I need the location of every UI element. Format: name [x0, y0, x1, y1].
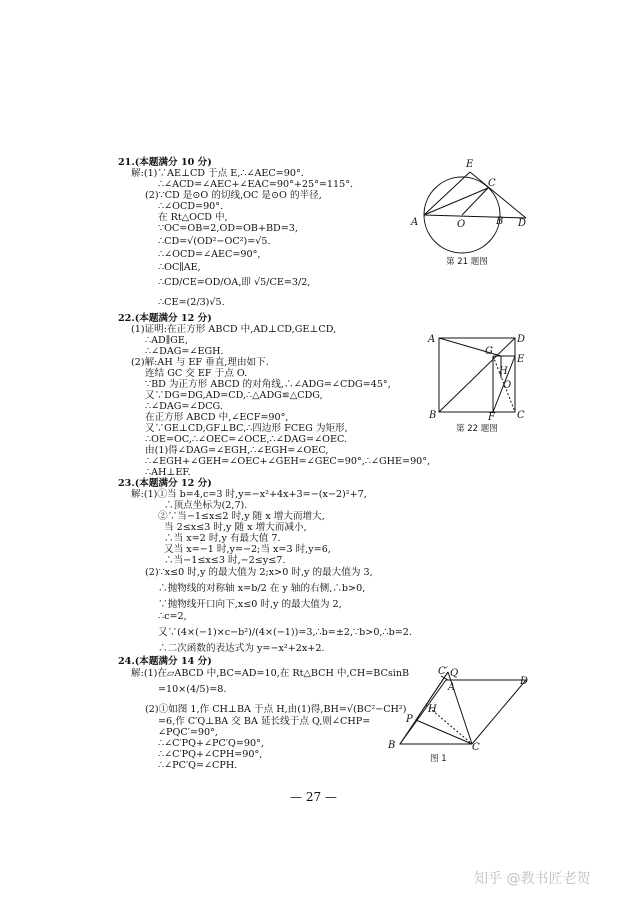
q22-line-2: ∴AD∥GE, [145, 335, 188, 346]
page-number: — 27 — [290, 790, 337, 804]
q24-label-D: D [520, 676, 529, 687]
q21-line-4: ∴∠OCD=90°. [158, 201, 224, 212]
q22-label-B: B [429, 410, 437, 420]
q21-line-8: ∴∠OCD=∠AEC=90°, [158, 249, 261, 260]
q21-label-B: B [496, 216, 504, 227]
q24-header: 24.(本题满分 14 分) [118, 656, 212, 667]
watermark: 知乎 @教书匠老贺 [474, 871, 591, 887]
q22-label-O: O [503, 380, 512, 391]
q21-line-7: ∴CD=√(OD²−OC²)=√5. [158, 236, 271, 247]
q23-line-11: ∴c=2, [158, 611, 187, 622]
q22-line-5: 连结 GC 交 EF 于点 O. [145, 368, 248, 379]
q24-line-2: =10×(4/5)=8. [158, 684, 227, 695]
q22-line-11: ∴OE=OC,∴∠OEC=∠OCE,∴∠DAG=∠OEC. [145, 434, 348, 445]
q24-figure-caption: 图 1 [430, 754, 447, 764]
q21-figure [408, 155, 533, 255]
q22-line-1: (1)证明:在正方形 ABCD 中,AD⊥CD,GE⊥CD, [131, 324, 337, 335]
q22-label-H: H [499, 366, 508, 377]
q24-label-B: B [388, 740, 396, 751]
q23-line-9: ∴抛物线的对称轴 x=b/2 在 y 轴的右侧,∴b>0, [158, 583, 366, 594]
q24-label-C-prime: C′ [438, 666, 448, 677]
q24-label-A: A [448, 682, 456, 693]
q21-line-2: ∴∠ACD=∠AEC+∠EAC=90°+25°=115°. [158, 179, 354, 190]
q22-line-6: ∵BD 为正方形 ABCD 的对角线,∴∠ADG=∠CDG=45°, [145, 379, 391, 390]
q21-figure-caption: 第 21 题图 [446, 257, 488, 267]
q22-line-12: 由(1)得∠DAG=∠EGH,∴∠EGH=∠OEC, [145, 445, 329, 456]
q23-line-13: ∴二次函数的表达式为 y=−x²+2x+2. [158, 643, 325, 654]
q22-header: 22.(本题满分 12 分) [118, 313, 212, 324]
q21-line-11: ∴CE=(2/3)√5. [158, 297, 225, 308]
q22-label-E: E [517, 354, 525, 365]
q22-line-10: 又∵GE⊥CD,GF⊥BC,∴四边形 FCEG 为矩形, [145, 423, 348, 434]
q22-label-C: C [517, 410, 525, 420]
q21-header: 21.(本题满分 10 分) [118, 157, 212, 168]
q22-line-4: (2)解:AH 与 EF 垂直,理由如下. [131, 357, 269, 368]
q24-line-6: ∴∠C′PQ+∠PC′Q=90°, [158, 738, 264, 749]
q22-line-8: ∴∠DAG=∠DCG. [145, 401, 223, 412]
q21-line-10: ∴CD/CE=OD/OA,即 √5/CE=3/2, [158, 277, 311, 288]
q21-label-O: O [457, 219, 466, 230]
q24-figure [386, 664, 531, 752]
q21-line-9: ∴OC∥AE, [158, 262, 201, 273]
q24-line-5: ∠PQC′=90°, [158, 727, 218, 738]
q22-figure [425, 330, 530, 420]
q21-label-C: C [488, 178, 496, 189]
q24-label-C: C [472, 742, 480, 752]
q21-line-3: (2)∵CD 是⊙O 的切线,OC 是⊙O 的半径, [145, 190, 322, 201]
q23-line-8: (2)∵x≤0 时,y 的最大值为 2;x>0 时,y 的最大值为 3, [145, 567, 373, 578]
q23-line-1: 解:(1)①当 b=4,c=3 时,y=−x²+4x+3=−(x−2)²+7, [131, 489, 367, 500]
q23-line-10: ∵抛物线开口向下,x≤0 时,y 的最大值为 2, [158, 599, 342, 610]
q23-line-5: ∴当 x=2 时,y 有最大值 7. [164, 533, 281, 544]
q24-line-4: =6,作 C′Q⊥BA 交 BA 延长线于点 Q,则∠CHP= [158, 716, 371, 727]
q21-label-E: E [466, 159, 474, 170]
q24-line-1: 解:(1)在▱ABCD 中,BC=AD=10,在 Rt△BCH 中,CH=BCsinB [131, 668, 410, 679]
q23-line-2: ∴顶点坐标为(2,7). [164, 500, 248, 511]
q22-line-3: ∴∠DAG=∠EGH. [145, 346, 224, 357]
q21-line-5: 在 Rt△OCD 中, [158, 212, 228, 223]
q22-label-G: G [485, 346, 493, 357]
q24-label-Q: Q [450, 668, 459, 679]
q22-line-7: 又∵DG=DG,AD=CD,∴△ADG≌△CDG, [145, 390, 323, 401]
q24-label-P: P [406, 714, 413, 725]
q23-line-7: ∴当−1≤x≤3 时,−2≤y≤7. [164, 555, 286, 566]
q24-line-8: ∴∠PC′Q=∠CPH. [158, 760, 238, 771]
q22-line-13: ∴∠EGH+∠GEH=∠OEC+∠GEH=∠GEC=90°,∴∠GHE=90°, [145, 456, 431, 467]
q23-line-6: 又当 x=−1 时,y=−2;当 x=3 时,y=6, [164, 544, 331, 555]
q23-line-3: ②∵当−1≤x≤2 时,y 随 x 增大而增大, [158, 511, 325, 522]
q22-label-D: D [517, 334, 526, 345]
q21-label-A: A [411, 217, 419, 228]
q24-line-7: ∴∠C′PQ+∠CPH=90°, [158, 749, 263, 760]
q21-line-6: ∵OC=OB=2,OD=OB+BD=3, [158, 223, 298, 234]
q24-line-3: (2)①如图 1,作 CH⊥BA 于点 H,由(1)得,BH=√(BC²−CH²) [145, 704, 407, 715]
q23-line-4: 当 2≤x≤3 时,y 随 x 增大而减小, [164, 522, 307, 533]
q23-line-12: 又∵(4×(−1)×c−b²)/(4×(−1))=3,∴b=±2,∵b>0,∴b=2. [158, 627, 412, 638]
q22-figure-caption: 第 22 题图 [456, 424, 498, 434]
q24-label-H: H [428, 704, 437, 715]
q23-header: 23.(本题满分 12 分) [118, 478, 212, 489]
q21-label-D: D [518, 218, 527, 229]
q22-line-14: ∴AH⊥EF. [145, 467, 191, 478]
q21-line-1: 解:(1)∵AE⊥CD 于点 E,∴∠AEC=90°. [131, 168, 304, 179]
q22-label-F: F [488, 412, 495, 420]
q22-label-A: A [428, 334, 436, 345]
q22-line-9: 在正方形 ABCD 中,∠ECF=90°, [145, 412, 289, 423]
